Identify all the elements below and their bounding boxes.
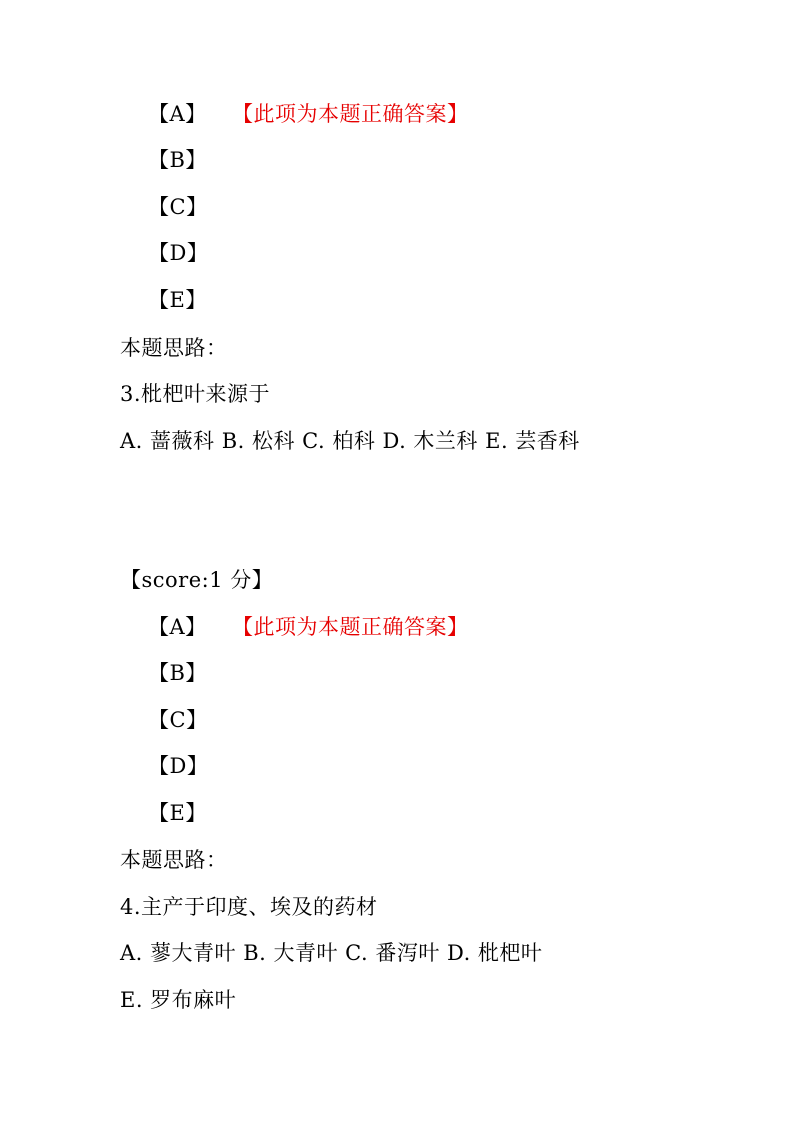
score-label: 【score:1 分】 [120,568,274,592]
option-c: 【C】 [148,195,208,219]
analysis-label: 本题思路： [120,848,228,872]
question-choices-continued: E. 罗布麻叶 [120,988,237,1012]
question-choices: A. 蔷薇科 B. 松科 C. 柏科 D. 木兰科 E. 芸香科 [120,429,580,453]
option-b: 【B】 [148,148,207,172]
option-b: 【B】 [148,661,207,685]
correct-answer-mark: 【此项为本题正确答案】 [232,615,469,639]
option-d: 【D】 [148,754,209,778]
option-a: 【A】 [148,615,207,639]
option-d: 【D】 [148,241,209,265]
question-stem: 3.枇杷叶来源于 [120,382,271,406]
analysis-label: 本题思路： [120,336,228,360]
option-e: 【E】 [148,288,207,312]
question-choices: A. 蓼大青叶 B. 大青叶 C. 番泻叶 D. 枇杷叶 [120,941,543,965]
option-e: 【E】 [148,801,207,825]
question-stem: 4.主产于印度、埃及的药材 [120,895,378,919]
option-c: 【C】 [148,708,208,732]
option-a: 【A】 [148,102,207,126]
correct-answer-mark: 【此项为本题正确答案】 [232,102,469,126]
